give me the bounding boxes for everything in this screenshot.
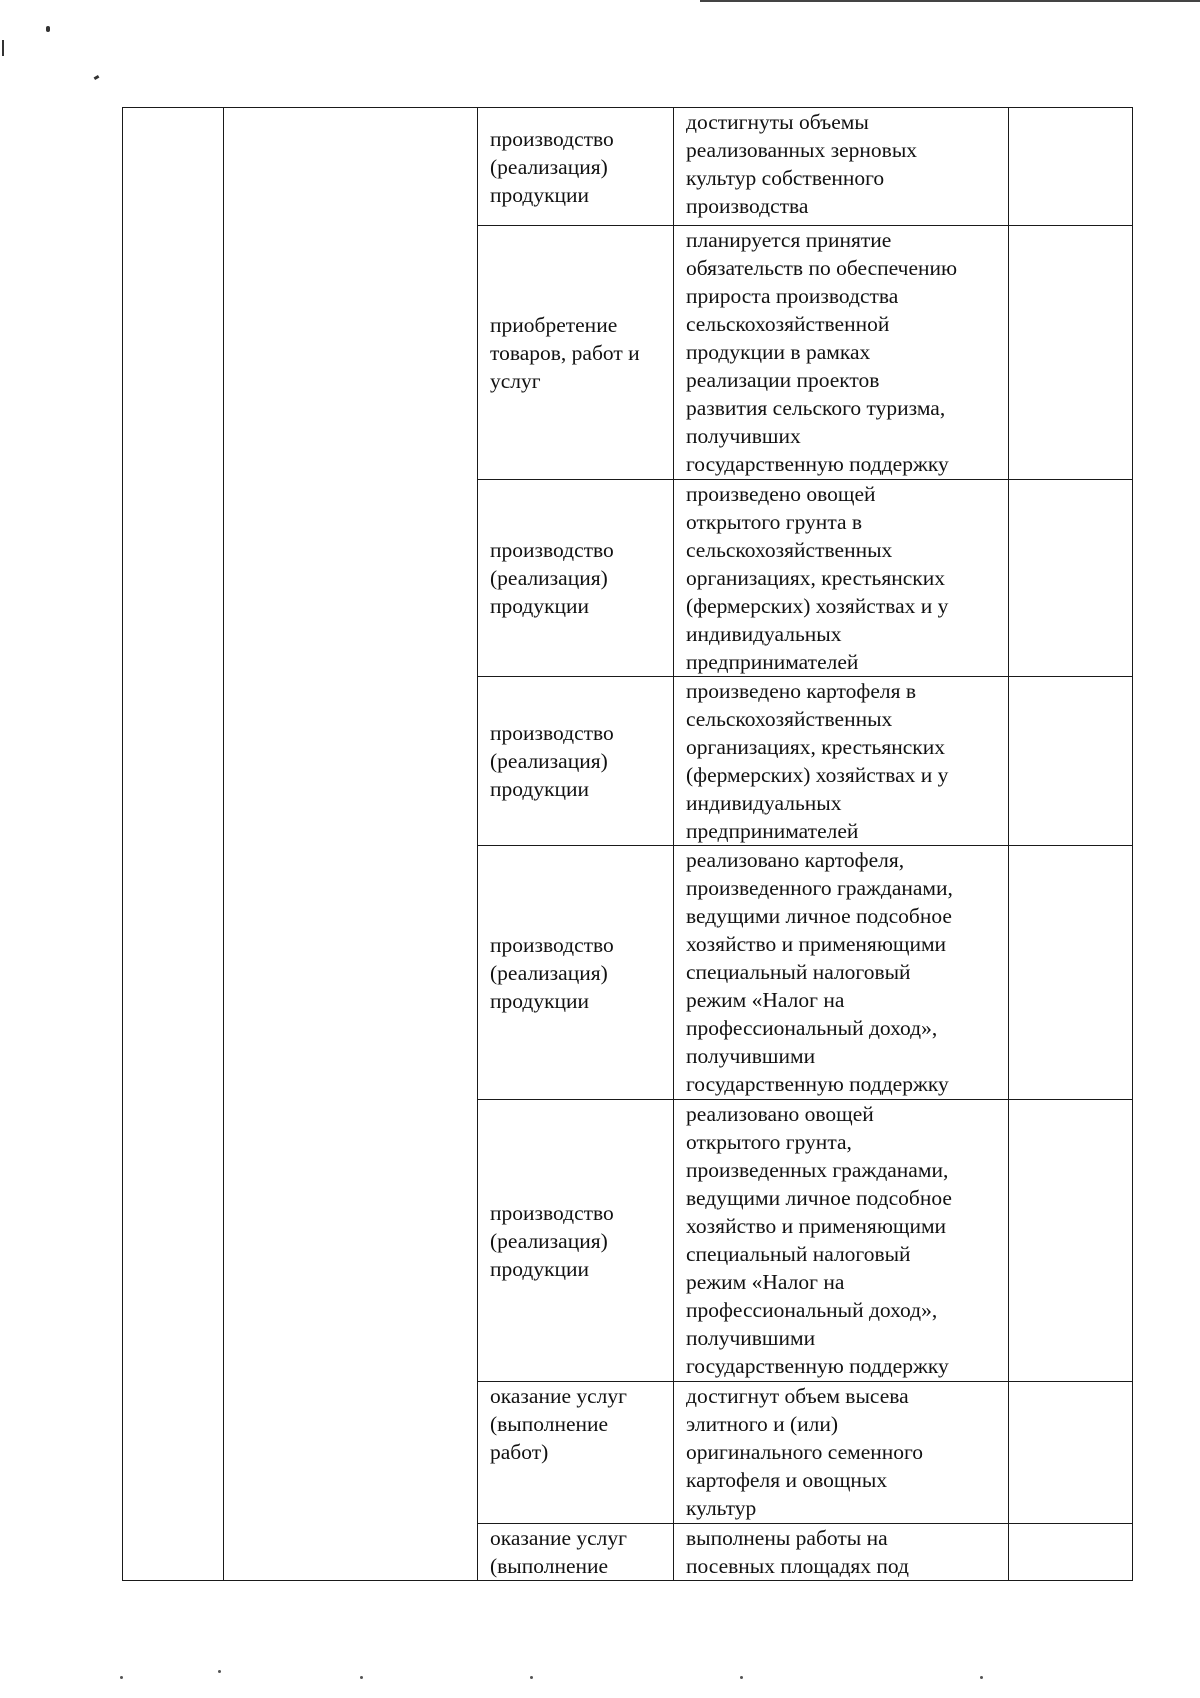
- result-description-line: культур: [686, 1496, 757, 1520]
- scan-dot: [740, 1676, 743, 1679]
- result-description-line: индивидуальных: [686, 791, 842, 815]
- result-description-line: открытого грунта в: [686, 510, 863, 534]
- table-row: [123, 108, 1133, 226]
- result-description-line: обязательств по обеспечению: [686, 256, 958, 280]
- scan-dot: [120, 1676, 123, 1679]
- result-type-cell: [478, 1382, 674, 1524]
- result-description-line: сельскохозяйственной: [686, 312, 890, 336]
- result-description-line: сельскохозяйственных: [686, 538, 893, 562]
- result-type-line: услуг: [490, 368, 541, 393]
- result-description-line: получивших: [686, 424, 801, 448]
- result-type-line: (реализация): [490, 154, 608, 179]
- result-description-cell: [674, 1382, 1009, 1524]
- result-description-line: хозяйство и применяющими: [686, 1214, 947, 1238]
- result-description-line: произведенного гражданами,: [686, 876, 953, 900]
- result-description-line: производства: [686, 194, 809, 218]
- scan-dot: [530, 1676, 533, 1679]
- result-type-line: (выполнение: [490, 1554, 609, 1578]
- result-description-line: ведущими личное подсобное: [686, 904, 952, 928]
- result-description-line: получившими: [686, 1326, 816, 1350]
- result-description-line: государственную поддержку: [686, 1354, 949, 1378]
- result-description-line: культур собственного: [686, 166, 885, 190]
- result-description-line: профессиональный доход»,: [686, 1016, 938, 1040]
- result-type-line: продукции: [490, 1256, 590, 1281]
- value-cell: [1009, 846, 1133, 1100]
- result-type-cell: [478, 677, 674, 846]
- result-description-line: профессиональный доход»,: [686, 1298, 938, 1322]
- result-type-line: продукции: [490, 594, 590, 618]
- result-description-line: картофеля и овощных: [686, 1468, 888, 1492]
- result-description-line: индивидуальных: [686, 622, 842, 646]
- result-description-line: режим «Налог на: [686, 1270, 845, 1294]
- result-type-cell: [478, 1524, 674, 1581]
- result-description-line: реализации проектов: [686, 368, 880, 392]
- result-type-line: оказание услуг: [490, 1384, 627, 1408]
- scan-bottom-dots: [100, 1676, 1100, 1680]
- scan-top-line: [700, 0, 1200, 2]
- result-type-line: производство: [490, 932, 614, 957]
- result-description-cell: [674, 1524, 1009, 1581]
- result-type-line: оказание услуг: [490, 1526, 627, 1550]
- result-description-line: прироста производства: [686, 284, 899, 308]
- result-description-line: (фермерских) хозяйствах и у: [686, 594, 949, 618]
- scan-dot: [218, 1670, 221, 1673]
- result-type-line: продукции: [490, 988, 590, 1013]
- scan-dot: [980, 1676, 983, 1679]
- result-description-line: реализовано картофеля,: [686, 848, 905, 872]
- scan-mark: [2, 40, 4, 56]
- result-description-line: произведенных гражданами,: [686, 1158, 949, 1182]
- result-description-line: посевных площадях под: [686, 1554, 909, 1578]
- result-type-line: производство: [490, 721, 614, 745]
- result-type-line: работ): [490, 1440, 549, 1464]
- result-description-line: специальный налоговый: [686, 960, 911, 984]
- scan-dot: [360, 1676, 363, 1679]
- result-description-line: развития сельского туризма,: [686, 396, 946, 420]
- result-description-line: предпринимателей: [686, 819, 859, 843]
- result-description-cell: [674, 677, 1009, 846]
- result-description-line: организациях, крестьянских: [686, 566, 945, 590]
- result-description-line: сельскохозяйственных: [686, 707, 893, 731]
- result-description-line: получившими: [686, 1044, 816, 1068]
- value-cell: [1009, 480, 1133, 677]
- document-table: [122, 107, 1133, 1581]
- result-type-line: (реализация): [490, 1228, 608, 1253]
- result-description-line: специальный налоговый: [686, 1242, 911, 1266]
- value-cell: [1009, 1382, 1133, 1524]
- result-type-line: (выполнение: [490, 1412, 609, 1436]
- result-description-cell: [674, 226, 1009, 480]
- value-cell: [1009, 677, 1133, 846]
- result-description-line: достигнут объем высева: [686, 1384, 909, 1408]
- result-description-line: предпринимателей: [686, 650, 859, 674]
- result-description-line: продукции в рамках: [686, 340, 871, 364]
- number-cell: [123, 108, 224, 1581]
- value-cell: [1009, 1524, 1133, 1581]
- result-type-line: производство: [490, 1200, 614, 1225]
- result-type-cell: [478, 108, 674, 226]
- result-description-line: (фермерских) хозяйствах и у: [686, 763, 949, 787]
- result-description-line: хозяйство и применяющими: [686, 932, 947, 956]
- result-description-line: оригинального семенного: [686, 1440, 924, 1464]
- result-description-line: выполнены работы на: [686, 1526, 888, 1550]
- value-cell: [1009, 226, 1133, 480]
- value-cell: [1009, 108, 1133, 226]
- result-description-line: реализовано овощей: [686, 1102, 874, 1126]
- result-description-line: ведущими личное подсобное: [686, 1186, 952, 1210]
- scan-mark: [46, 26, 50, 32]
- result-type-cell: [478, 226, 674, 480]
- result-description-line: планируется принятие: [686, 228, 892, 252]
- result-type-cell: [478, 1100, 674, 1382]
- result-type-line: (реализация): [490, 960, 608, 985]
- result-description-cell: [674, 1100, 1009, 1382]
- result-description-line: элитного и (или): [686, 1412, 839, 1436]
- result-description-line: реализованных зерновых: [686, 138, 918, 162]
- result-type-line: товаров, работ и: [490, 340, 640, 365]
- result-description-line: достигнуты объемы: [686, 110, 869, 134]
- result-type-line: продукции: [490, 182, 590, 207]
- subsidy-name-cell: [224, 108, 478, 1581]
- result-description-cell: [674, 846, 1009, 1100]
- result-type-line: (реализация): [490, 749, 608, 773]
- result-description-line: открытого грунта,: [686, 1130, 852, 1154]
- result-description-cell: [674, 480, 1009, 677]
- result-description-line: произведено картофеля в: [686, 679, 917, 703]
- result-type-cell: [478, 480, 674, 677]
- result-description-cell: [674, 108, 1009, 226]
- result-description-line: государственную поддержку: [686, 1072, 949, 1096]
- result-description-line: режим «Налог на: [686, 988, 845, 1012]
- scan-mark: [94, 75, 100, 80]
- result-type-line: продукции: [490, 777, 590, 801]
- result-description-line: произведено овощей: [686, 482, 876, 506]
- result-description-line: организациях, крестьянских: [686, 735, 945, 759]
- result-type-cell: [478, 846, 674, 1100]
- result-type-line: (реализация): [490, 566, 608, 590]
- result-type-line: производство: [490, 126, 614, 151]
- result-description-line: государственную поддержку: [686, 452, 949, 476]
- result-type-line: приобретение: [490, 312, 618, 337]
- result-type-line: производство: [490, 538, 614, 562]
- value-cell: [1009, 1100, 1133, 1382]
